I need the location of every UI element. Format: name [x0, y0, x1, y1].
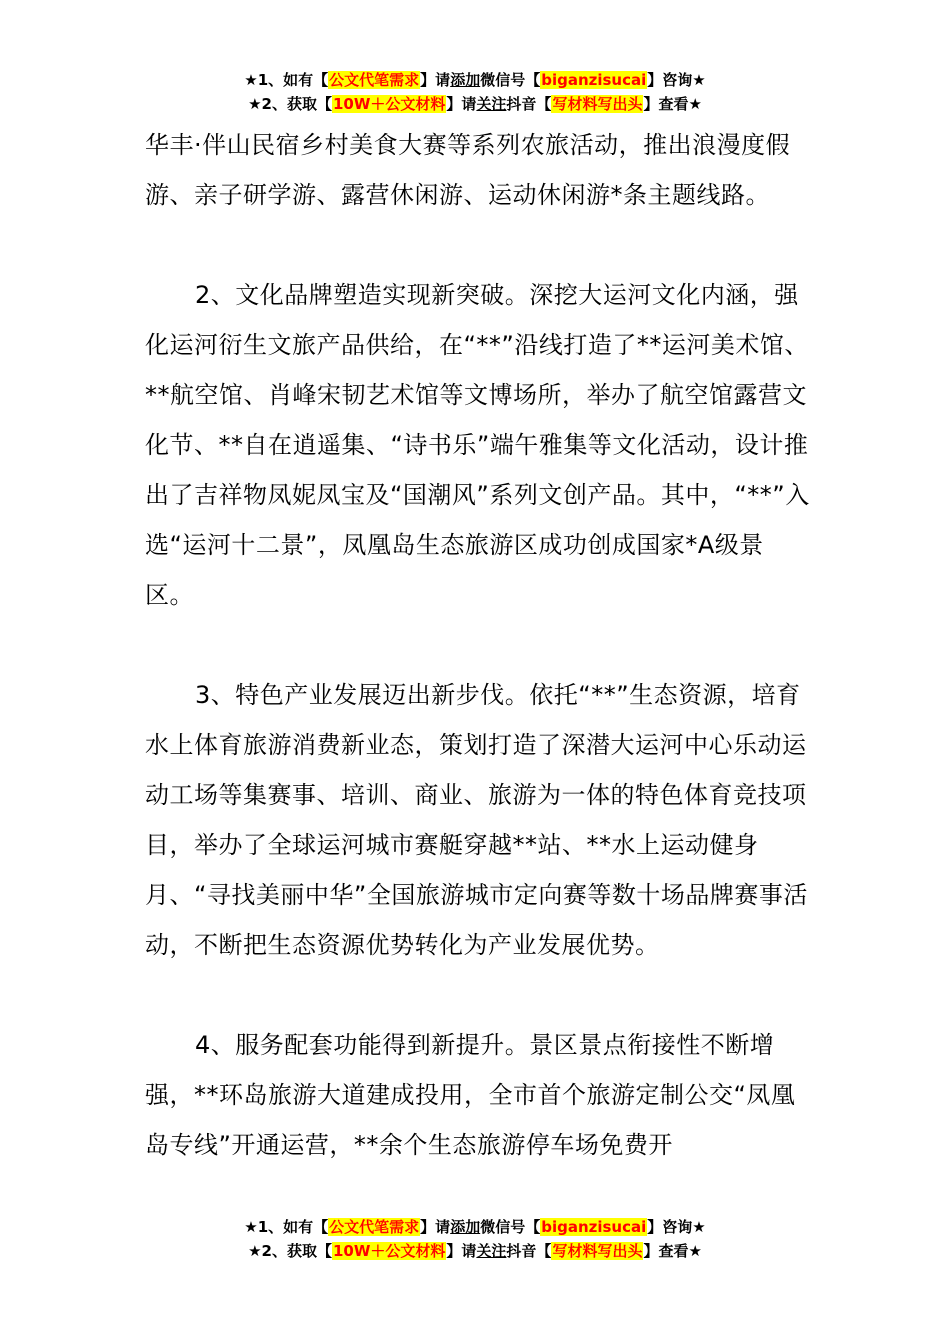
banner-text: 微信号【 [480, 1218, 541, 1236]
banner-text: ★1、如有【 [244, 1218, 329, 1236]
banner-text: 】查看★ [643, 95, 702, 113]
banner-emphasis: 关注 [476, 95, 507, 113]
highlight-service: 公文代笔需求 [329, 71, 420, 89]
highlight-wechat-id: biganzisucai [541, 1218, 647, 1236]
banner-text: 】查看★ [643, 1242, 702, 1260]
highlight-materials: 10W＋公文材料 [332, 95, 446, 113]
paragraph-industry-development: 3、特色产业发展迈出新步伐。依托“**”生态资源，培育水上体育旅游消费新业态，策划打造了深潜大运河中心乐动运动工场等集赛事、培训、商业、旅游为一体的特色体育竞技项目，举办了全球运河城市赛艇穿越**站、**水上运动健身月、“寻找美丽中华”全国旅游城市定向赛等数十场品牌赛事活动，不断把生态资源优势转化为产业发展优势。 [145, 681, 808, 959]
banner-text: ★2、获取【 [248, 95, 332, 113]
banner-line-2 [0, 1239, 950, 1263]
banner-emphasis: 添加 [450, 71, 481, 89]
highlight-materials: 10W＋公文材料 [332, 1242, 446, 1260]
footer-banner [0, 1215, 950, 1263]
highlight-wechat-id: biganzisucai [541, 71, 647, 89]
banner-line-1 [0, 1215, 950, 1239]
banner-text: 】请 [446, 95, 477, 113]
highlight-douyin-account: 写材料写出头 [552, 1242, 643, 1260]
banner-text: ★1、如有【 [244, 71, 329, 89]
banner-text: 】咨询★ [647, 1218, 706, 1236]
banner-text: 抖音【 [506, 95, 552, 113]
header-banner [0, 68, 950, 116]
banner-text: 】请 [420, 71, 451, 89]
banner-line-1 [0, 68, 950, 92]
document-body [145, 120, 810, 1170]
continuation-paragraph: 华丰·伴山民宿乡村美食大赛等系列农旅活动，推出浪漫度假游、亲子研学游、露营休闲游、运动休闲游*条主题线路。 [145, 131, 791, 209]
banner-text: 抖音【 [506, 1242, 552, 1260]
highlight-douyin-account: 写材料写出头 [552, 95, 643, 113]
paragraph-service-facilities: 4、服务配套功能得到新提升。景区景点衔接性不断增强，**环岛旅游大道建成投用，全市首个旅游定制公交“凤凰岛专线”开通运营，**余个生态旅游停车场免费开 [145, 1031, 796, 1159]
highlight-service: 公文代笔需求 [329, 1218, 420, 1236]
banner-text: ★2、获取【 [248, 1242, 332, 1260]
banner-text: 微信号【 [480, 71, 541, 89]
banner-text: 】请 [446, 1242, 477, 1260]
banner-emphasis: 添加 [450, 1218, 481, 1236]
banner-line-2 [0, 92, 950, 116]
banner-text: 】请 [420, 1218, 451, 1236]
paragraph-cultural-brand: 2、文化品牌塑造实现新突破。深挖大运河文化内涵，强化运河衍生文旅产品供给，在“**”沿线打造了**运河美术馆、**航空馆、肖峰宋韧艺术馆等文博场所，举办了航空馆露营文化节、**自在逍遥集、“诗书乐”端午雅集等文化活动，设计推出了吉祥物凤妮凤宝及“国潮风”系列文创产品。其中，“**”入选“运河十二景”，凤凰岛生态旅游区成功创成国家*A级景区。 [145, 281, 810, 609]
banner-text: 】咨询★ [647, 71, 706, 89]
banner-emphasis: 关注 [476, 1242, 507, 1260]
